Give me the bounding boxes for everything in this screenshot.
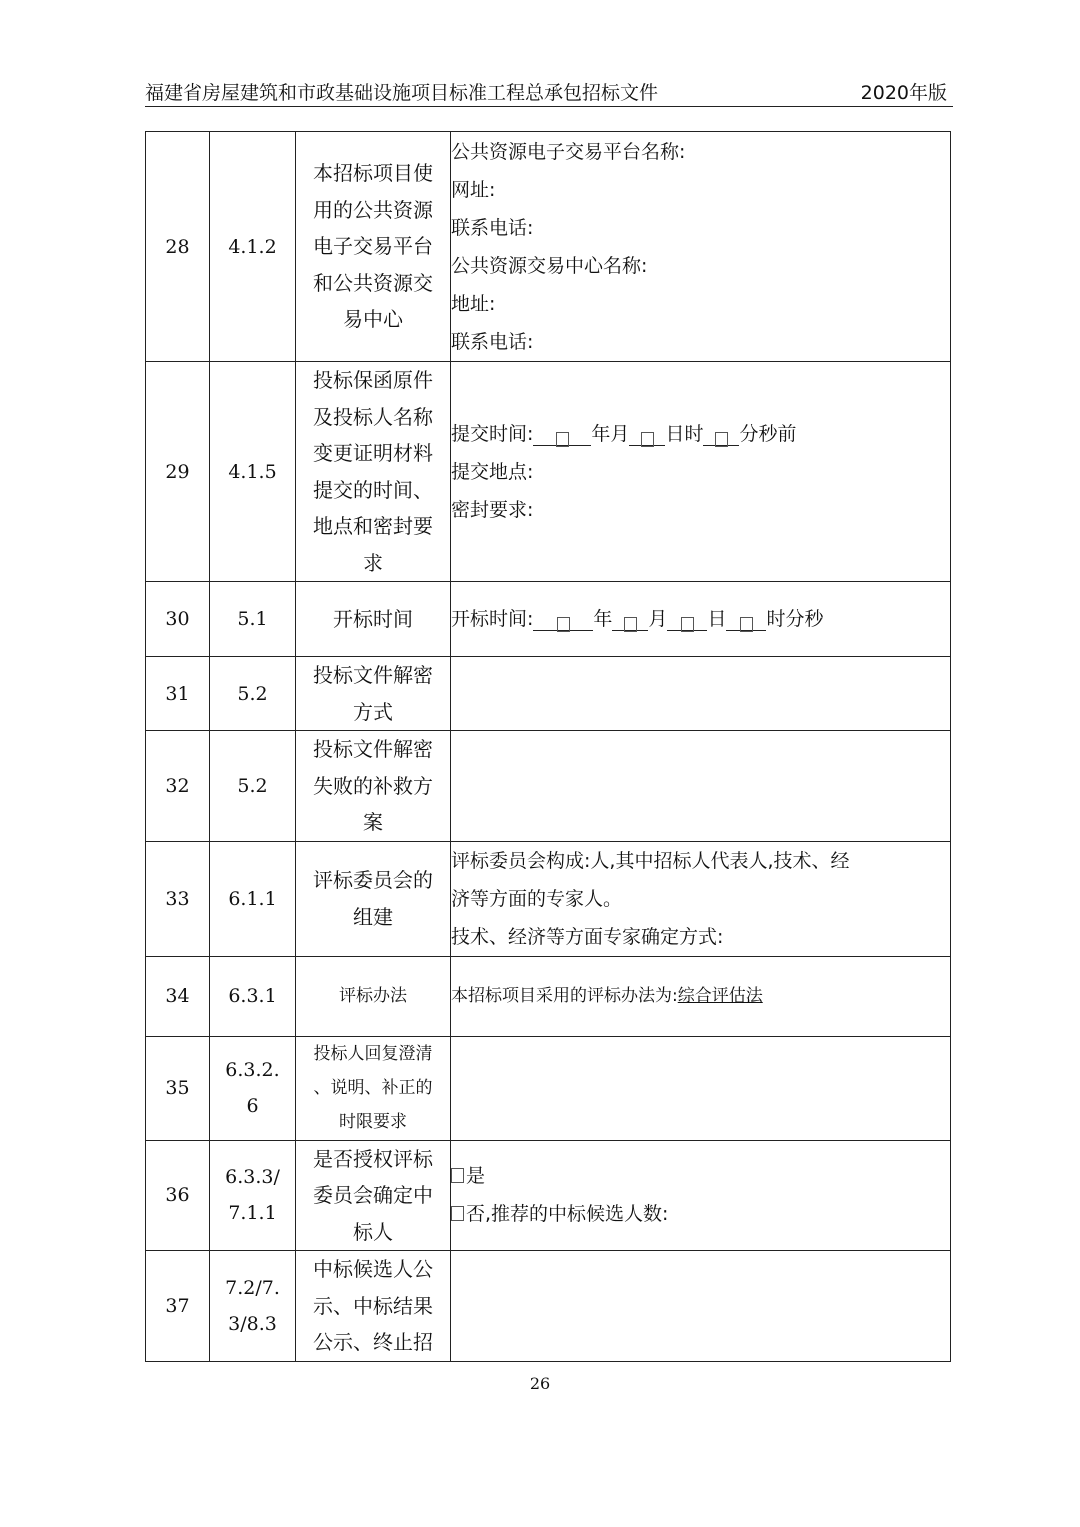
item-content (451, 657, 951, 731)
clause-line: 3/8.3 (228, 1312, 277, 1335)
checkbox-icon (451, 1206, 464, 1221)
placeholder-box (557, 617, 570, 632)
month-unit: 月 (610, 422, 630, 445)
item-line: 本招标项目使 (313, 161, 433, 186)
header-rule (145, 106, 953, 107)
row-number: 33 (146, 841, 210, 956)
item-content (451, 1251, 951, 1362)
item-line: 、说明、补正的 (313, 1078, 433, 1098)
item-name (296, 362, 451, 582)
row-number: 36 (146, 1140, 210, 1251)
content-line: 联系电话: (451, 216, 534, 239)
row-number: 37 (146, 1251, 210, 1362)
clause-number: 5.1 (210, 582, 296, 657)
placeholder-box (641, 432, 654, 447)
item-name (296, 956, 451, 1036)
item-name (296, 1140, 451, 1251)
content-line: 公共资源交易中心名称: (451, 254, 648, 277)
year-unit: 年 (591, 422, 611, 445)
clause-number: 6.1.1 (210, 841, 296, 956)
document-title: 福建省房屋建筑和市政基础设施项目标准工程总承包招标文件 (145, 82, 659, 104)
row-number: 34 (146, 956, 210, 1036)
item-line: 标人 (353, 1219, 393, 1244)
item-line: 开标时间 (333, 606, 413, 631)
table-row (146, 362, 951, 582)
clause-number: 5.2 (210, 731, 296, 842)
row-number: 35 (146, 1036, 210, 1140)
minute-second-unit: 分秒前 (739, 422, 797, 445)
option-no-label: 否,推荐的中标候选人数: (466, 1203, 669, 1226)
item-line: 委员会确定中 (313, 1183, 433, 1207)
item-line: 投标保函原件 (313, 368, 433, 392)
minute-blank (703, 421, 739, 446)
item-name (296, 582, 451, 657)
item-content (451, 956, 951, 1036)
table-row (146, 657, 951, 731)
row-number: 28 (146, 132, 210, 362)
item-line: 用的公共资源 (313, 197, 433, 222)
row-number: 32 (146, 731, 210, 842)
method-prefix: 本招标项目采用的评标办法为: (451, 986, 678, 1006)
item-line: 电子交易平台 (313, 234, 433, 259)
open-time-label: 开标时间: (451, 608, 534, 630)
hour-blank (726, 606, 766, 631)
clause-line: 7.1.1 (228, 1202, 277, 1225)
table-row (146, 582, 951, 657)
table-row (146, 1251, 951, 1362)
content-line: 网址: (451, 178, 496, 201)
item-content (451, 731, 951, 842)
checkbox-icon (451, 1168, 464, 1183)
item-line: 和公共资源交 (313, 270, 433, 295)
item-content (451, 1140, 951, 1251)
table-row (146, 1036, 951, 1140)
day-unit: 日 (707, 608, 727, 630)
year-blank (533, 421, 591, 446)
clause-number: 4.1.5 (210, 362, 296, 582)
month-blank (612, 606, 648, 631)
clause-number: 4.1.2 (210, 132, 296, 362)
clause-line: 6 (246, 1095, 259, 1117)
item-line: 案 (363, 810, 383, 834)
day-unit: 日 (665, 422, 685, 445)
content-line: 评标委员会构成:人,其中招标人代表人,技术、经 (451, 849, 850, 872)
item-line: 时限要求 (339, 1112, 407, 1132)
day-blank (667, 606, 707, 631)
item-line: 组建 (353, 904, 393, 929)
placeholder-box (556, 432, 569, 447)
month-unit: 月 (648, 608, 668, 630)
item-line: 评标办法 (339, 986, 407, 1006)
item-line: 变更证明材料 (313, 441, 433, 465)
clause-line: 7.2/7. (225, 1276, 280, 1299)
table-row (146, 956, 951, 1036)
item-line: 投标文件解密 (313, 737, 433, 761)
item-line: 投标文件解密 (313, 663, 433, 687)
item-content (451, 1036, 951, 1140)
placeholder-box (715, 432, 728, 447)
item-content (451, 132, 951, 362)
content-line: 公共资源电子交易平台名称: (451, 140, 686, 163)
content-line: 密封要求: (451, 498, 534, 521)
clause-line: 6.3.3/ (225, 1166, 280, 1189)
table-row (146, 841, 951, 956)
item-line: 示、中标结果 (313, 1293, 433, 1318)
option-yes (451, 1157, 950, 1195)
option-yes-label: 是 (466, 1165, 486, 1188)
placeholder-box (740, 617, 753, 632)
evaluation-method-line (451, 977, 950, 1015)
content-line: 提交地点: (451, 460, 534, 483)
item-line: 是否授权评标 (313, 1146, 433, 1171)
row-number: 31 (146, 657, 210, 731)
year-blank (533, 606, 593, 631)
option-no (451, 1195, 950, 1233)
item-content (451, 841, 951, 956)
item-line: 求 (363, 550, 383, 575)
clause-number: 5.2 (210, 657, 296, 731)
item-line: 评标委员会的 (313, 868, 433, 892)
submit-time-line (451, 415, 950, 453)
content-line: 济等方面的专家人。 (451, 887, 623, 910)
placeholder-box (624, 617, 637, 632)
item-name (296, 731, 451, 842)
submit-time-label: 提交时间: (451, 422, 534, 445)
item-line: 方式 (353, 699, 393, 724)
item-line: 失败的补救方 (313, 773, 433, 798)
bid-data-table (145, 131, 951, 1362)
placeholder-box (681, 617, 694, 632)
row-number: 30 (146, 582, 210, 657)
item-line: 及投标人名称 (313, 404, 433, 429)
content-line: 联系电话: (451, 330, 534, 353)
item-line: 易中心 (343, 307, 403, 332)
hour-minute-second-unit: 时分秒 (766, 608, 824, 630)
year-unit: 年 (593, 608, 613, 630)
page-number: 26 (529, 1374, 551, 1393)
clause-line: 6.3.2. (225, 1059, 280, 1081)
item-content (451, 582, 951, 657)
day-blank (629, 421, 665, 446)
item-line: 提交的时间、 (313, 477, 433, 502)
item-line: 公示、终止招 (313, 1330, 433, 1354)
item-name (296, 841, 451, 956)
item-line: 地点和密封要 (313, 514, 433, 538)
clause-number: 6.3.1 (210, 956, 296, 1036)
clause-number (210, 1036, 296, 1140)
method-value: 综合评估法 (677, 986, 763, 1006)
table-row (146, 132, 951, 362)
table-row (146, 731, 951, 842)
item-name (296, 1036, 451, 1140)
item-name (296, 657, 451, 731)
open-time-line (451, 600, 950, 638)
item-line: 中标候选人公 (313, 1257, 433, 1281)
edition-label: 2020年版 (860, 82, 947, 104)
clause-number (210, 1140, 296, 1251)
row-number: 29 (146, 362, 210, 582)
item-name (296, 1251, 451, 1362)
item-line: 投标人回复澄清 (313, 1044, 433, 1064)
content-line: 地址: (451, 292, 496, 315)
item-name (296, 132, 451, 362)
content-line: 技术、经济等方面专家确定方式: (451, 925, 724, 948)
table-row (146, 1140, 951, 1251)
page-header (145, 78, 953, 104)
clause-number (210, 1251, 296, 1362)
item-content (451, 362, 951, 582)
hour-unit: 时 (684, 422, 704, 445)
